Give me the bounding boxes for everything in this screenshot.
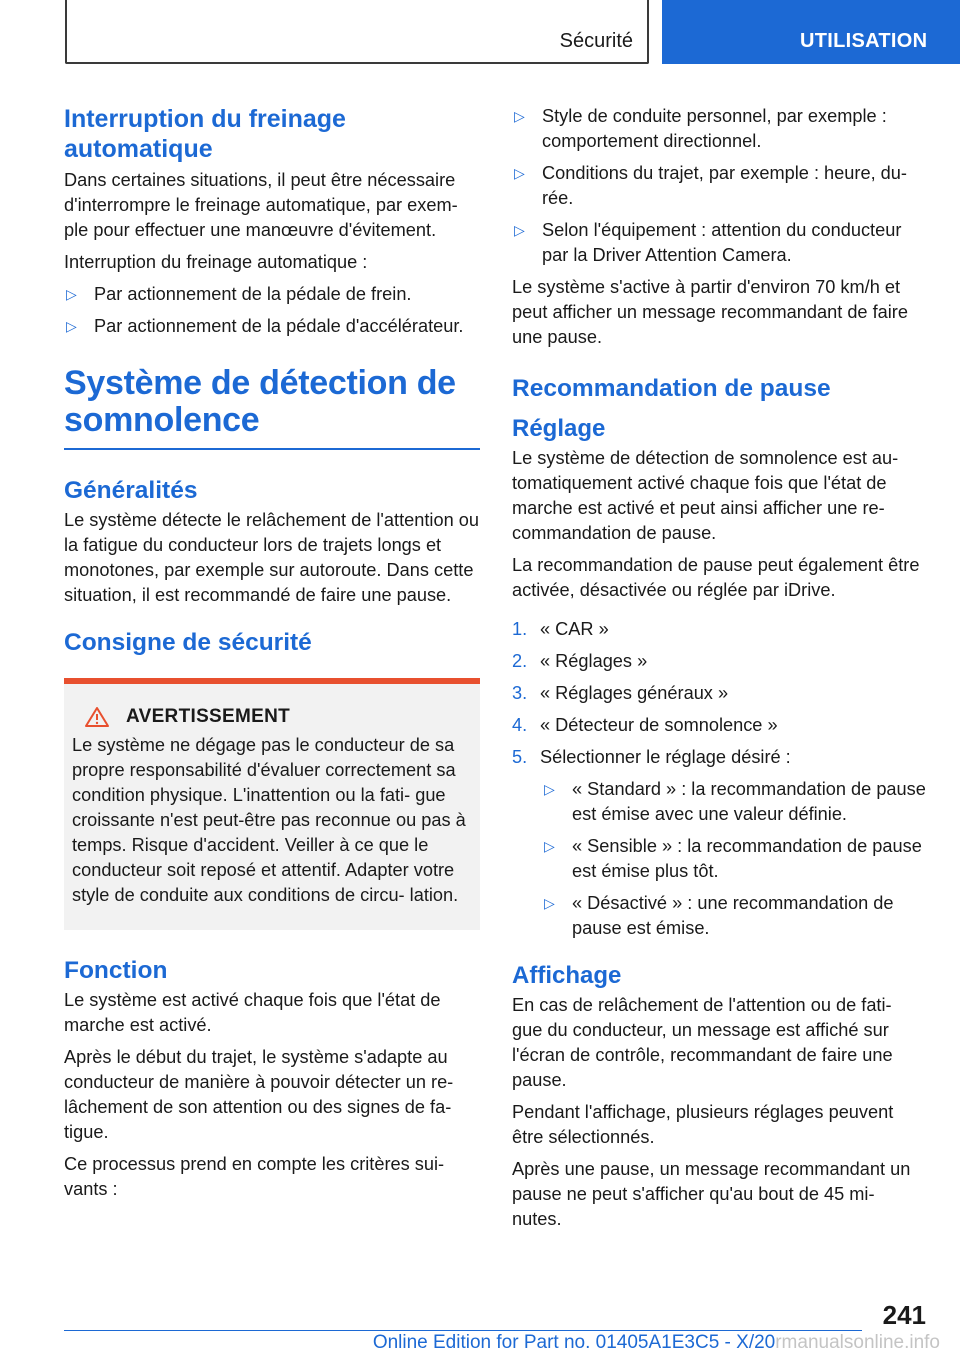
- list-item: ▷ Par actionnement de la pédale de frein.: [64, 282, 480, 307]
- header-chapter-tab: [662, 0, 960, 64]
- setting-heading: Réglage: [512, 415, 606, 442]
- triangle-bullet-icon: ▷: [514, 222, 525, 238]
- setting-paragraph-2: La recommandation de pause peut également être activée, désactivée ou réglée par iDrive.: [512, 555, 920, 600]
- function-heading: Fonction: [64, 957, 168, 984]
- list-item: ▷ Selon l'équipement : attention du conducteur par la Driver Attention Camera.: [512, 218, 926, 268]
- chapter-title: UTILISATION: [800, 30, 928, 52]
- list-item: ▷ Style de conduite personnel, par exemple : comportement directionnel.: [512, 104, 926, 154]
- list-item: ▷ « Standard » : la recommandation de pause est émise avec une valeur définie.: [512, 777, 926, 827]
- list-item: ▷ Par actionnement de la pédale d'accélérateur.: [64, 314, 480, 339]
- list-item: ▷ « Sensible » : la recommandation de pause est émise plus tôt.: [512, 834, 926, 884]
- warning-label: AVERTISSEMENT: [126, 706, 291, 727]
- list-item: ▷ « Désactivé » : une recommandation de pause est émise.: [512, 891, 926, 941]
- list-item: 3. « Réglages généraux »: [512, 683, 729, 703]
- triangle-bullet-icon: ▷: [66, 318, 77, 334]
- warning-triangle-icon: [84, 706, 110, 728]
- display-paragraph-3: Après une pause, un message recommandant un pause ne peut s'afficher qu'au bout de 45 mi‐ nutes.: [512, 1159, 911, 1229]
- general-heading: Généralités: [64, 477, 198, 504]
- warning-text: Le système ne dégage pas le conducteur de sa propre responsabilité d'évaluer correctement sa condition physique. L'inattention ou la fati‐ gue croissante n'est peut-être pas reconnue ou pas à temps. Risque d'accident. Veiller à ce que le conducteur soit reposé et attentif. Adapter votre style de conduite aux conditions de circu‐ lation.: [72, 735, 466, 905]
- footer-divider: [64, 1330, 862, 1331]
- display-heading: Affichage: [512, 962, 622, 989]
- function-paragraph-2: Après le début du trajet, le système s'adapte au conducteur de manière à pouvoir détecter un re‐ lâchement de son attention ou des signes de fa‐ tigue.: [64, 1047, 454, 1142]
- warning-header: [72, 704, 472, 729]
- triangle-bullet-icon: ▷: [544, 838, 555, 854]
- interruption-intro: Interruption du freinage automatique :: [64, 252, 368, 272]
- right-column: [512, 104, 926, 1239]
- list-item: ▷ Conditions du trajet, par exemple : heure, du‐ rée.: [512, 161, 926, 211]
- display-paragraph-1: En cas de relâchement de l'attention ou de fati‐ gue du conducteur, un message est affiché sur l'écran de contrôle, recommandant de faire une pause.: [512, 995, 893, 1090]
- display-paragraph-2: Pendant l'affichage, plusieurs réglages peuvent être sélectionnés.: [512, 1102, 894, 1147]
- pause-heading: Recommandation de pause: [512, 375, 831, 402]
- page-number: 241: [882, 1300, 926, 1330]
- function-paragraph-1: Le système est activé chaque fois que l'état de marche est activé.: [64, 990, 441, 1035]
- activation-paragraph: Le système s'active à partir d'environ 70 km/h et peut afficher un message recommandant de faire une pause.: [512, 277, 908, 347]
- triangle-bullet-icon: ▷: [66, 286, 77, 302]
- footer-edition: Online Edition for Part no. 01405A1E3C5 - X/20rmanualsonline.info: [372, 1332, 940, 1353]
- safety-heading: Consigne de sécurité: [64, 629, 312, 656]
- header-section-tab: [65, 0, 649, 64]
- general-paragraph: Le système détecte le relâchement de l'attention ou la fatigue du conducteur lors de trajets longs et monotones, par exemple sur autoroute. Dans cette situation, il est recommandé de faire une pause.: [64, 510, 479, 605]
- list-item: 5. Sélectionner le réglage désiré :: [512, 747, 791, 767]
- setting-paragraph-1: Le système de détection de somnolence est au‐ tomatiquement activé chaque fois que l'état de marche est activé et peut ainsi afficher une re‐ commandation de pause.: [512, 448, 899, 543]
- section-title: Sécurité: [559, 30, 633, 52]
- function-paragraph-3: Ce processus prend en compte les critères sui‐ vants :: [64, 1154, 445, 1199]
- watermark: rmanualsonline.info: [775, 1332, 940, 1353]
- main-heading: Système de détection de somnolence: [64, 364, 456, 439]
- interruption-heading: Interruption du freinage automatique: [64, 105, 346, 163]
- triangle-bullet-icon: ▷: [514, 165, 525, 181]
- list-item: 2. « Réglages »: [512, 651, 648, 671]
- list-item: 1. « CAR »: [512, 619, 609, 639]
- heading-divider: [64, 448, 480, 450]
- triangle-bullet-icon: ▷: [544, 895, 555, 911]
- interruption-paragraph: Dans certaines situations, il peut être nécessaire d'interrompre le freinage automatique, par exem‐ ple pour effectuer une manœuvre d'évitement.: [64, 170, 458, 240]
- triangle-bullet-icon: ▷: [514, 108, 525, 124]
- triangle-bullet-icon: ▷: [544, 781, 555, 797]
- list-item: 4. « Détecteur de somnolence »: [512, 715, 778, 735]
- left-column: [64, 104, 480, 1209]
- warning-box: [64, 678, 480, 930]
